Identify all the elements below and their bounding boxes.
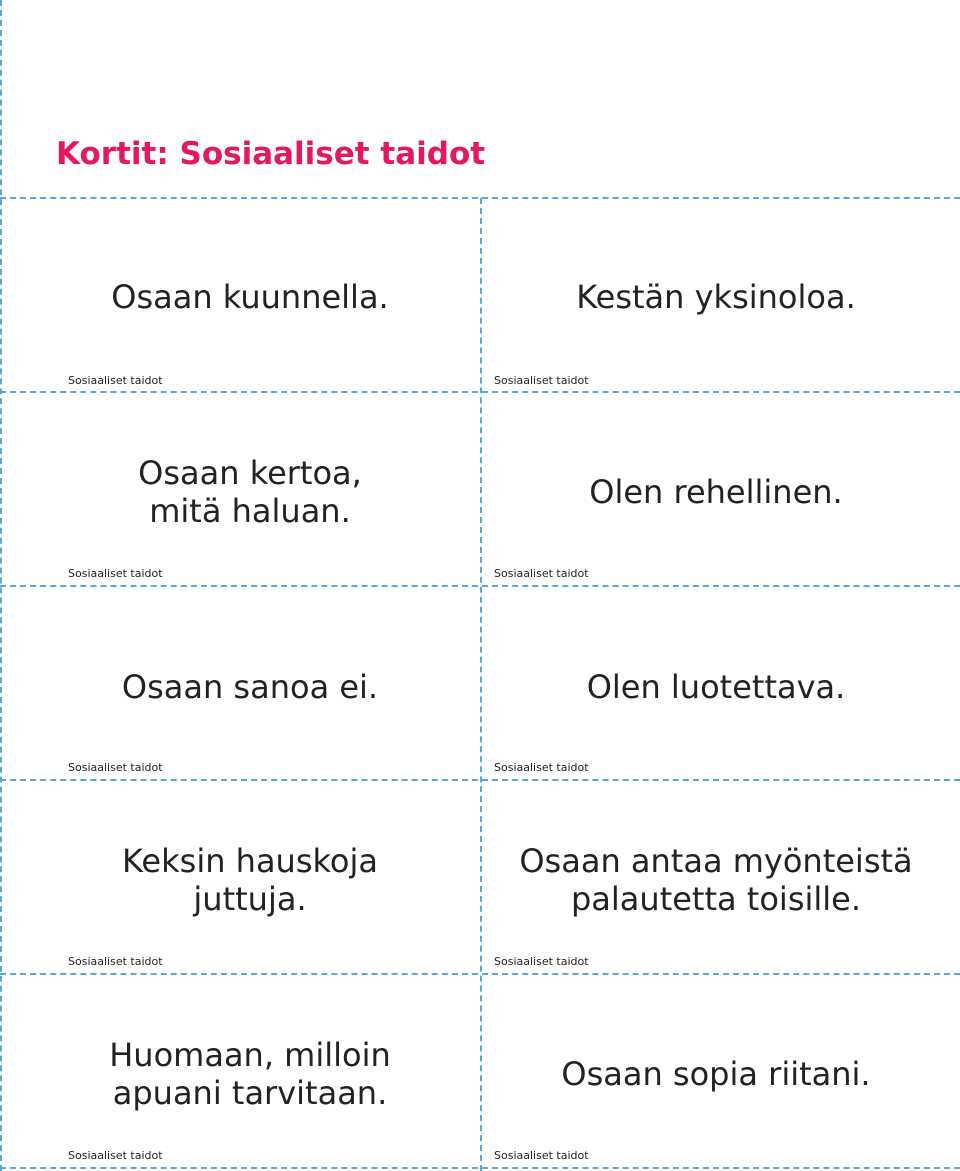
card-footer: Sosiaaliset taidot bbox=[494, 955, 589, 968]
card-footer: Sosiaaliset taidot bbox=[68, 567, 163, 580]
card bbox=[0, 587, 480, 779]
card bbox=[482, 199, 960, 391]
card-text: Osaan sopia riitani. bbox=[561, 1055, 871, 1093]
card-footer: Sosiaaliset taidot bbox=[494, 1149, 589, 1162]
page-title: Kortit: Sosiaaliset taidot bbox=[56, 136, 486, 172]
card-text: Osaan sanoa ei. bbox=[121, 668, 379, 706]
card-footer: Sosiaaliset taidot bbox=[68, 761, 163, 774]
card bbox=[0, 781, 480, 973]
card bbox=[0, 199, 480, 391]
card-footer: Sosiaaliset taidot bbox=[494, 374, 589, 387]
cut-line-horizontal bbox=[0, 1167, 960, 1169]
card bbox=[482, 393, 960, 585]
card-footer: Sosiaaliset taidot bbox=[494, 567, 589, 580]
card-text: Olen luotettava. bbox=[586, 668, 846, 706]
card-footer: Sosiaaliset taidot bbox=[68, 1149, 163, 1162]
card-footer: Sosiaaliset taidot bbox=[68, 374, 163, 387]
card-text: Osaan kertoa, mitä haluan. bbox=[138, 454, 362, 530]
card-text: Kestän yksinoloa. bbox=[576, 278, 856, 316]
card bbox=[482, 587, 960, 779]
card bbox=[0, 393, 480, 585]
card-footer: Sosiaaliset taidot bbox=[68, 955, 163, 968]
card bbox=[0, 975, 480, 1167]
card-footer: Sosiaaliset taidot bbox=[494, 761, 589, 774]
card bbox=[482, 975, 960, 1167]
card-text: Osaan kuunnella. bbox=[111, 278, 389, 316]
card-text: Keksin hauskoja juttuja. bbox=[122, 842, 378, 918]
card bbox=[482, 781, 960, 973]
card-text: Huomaan, milloin apuani tarvitaan. bbox=[109, 1036, 391, 1112]
card-text: Olen rehellinen. bbox=[589, 473, 843, 511]
card-text: Osaan antaa myönteistä palautetta toisille. bbox=[519, 842, 913, 918]
